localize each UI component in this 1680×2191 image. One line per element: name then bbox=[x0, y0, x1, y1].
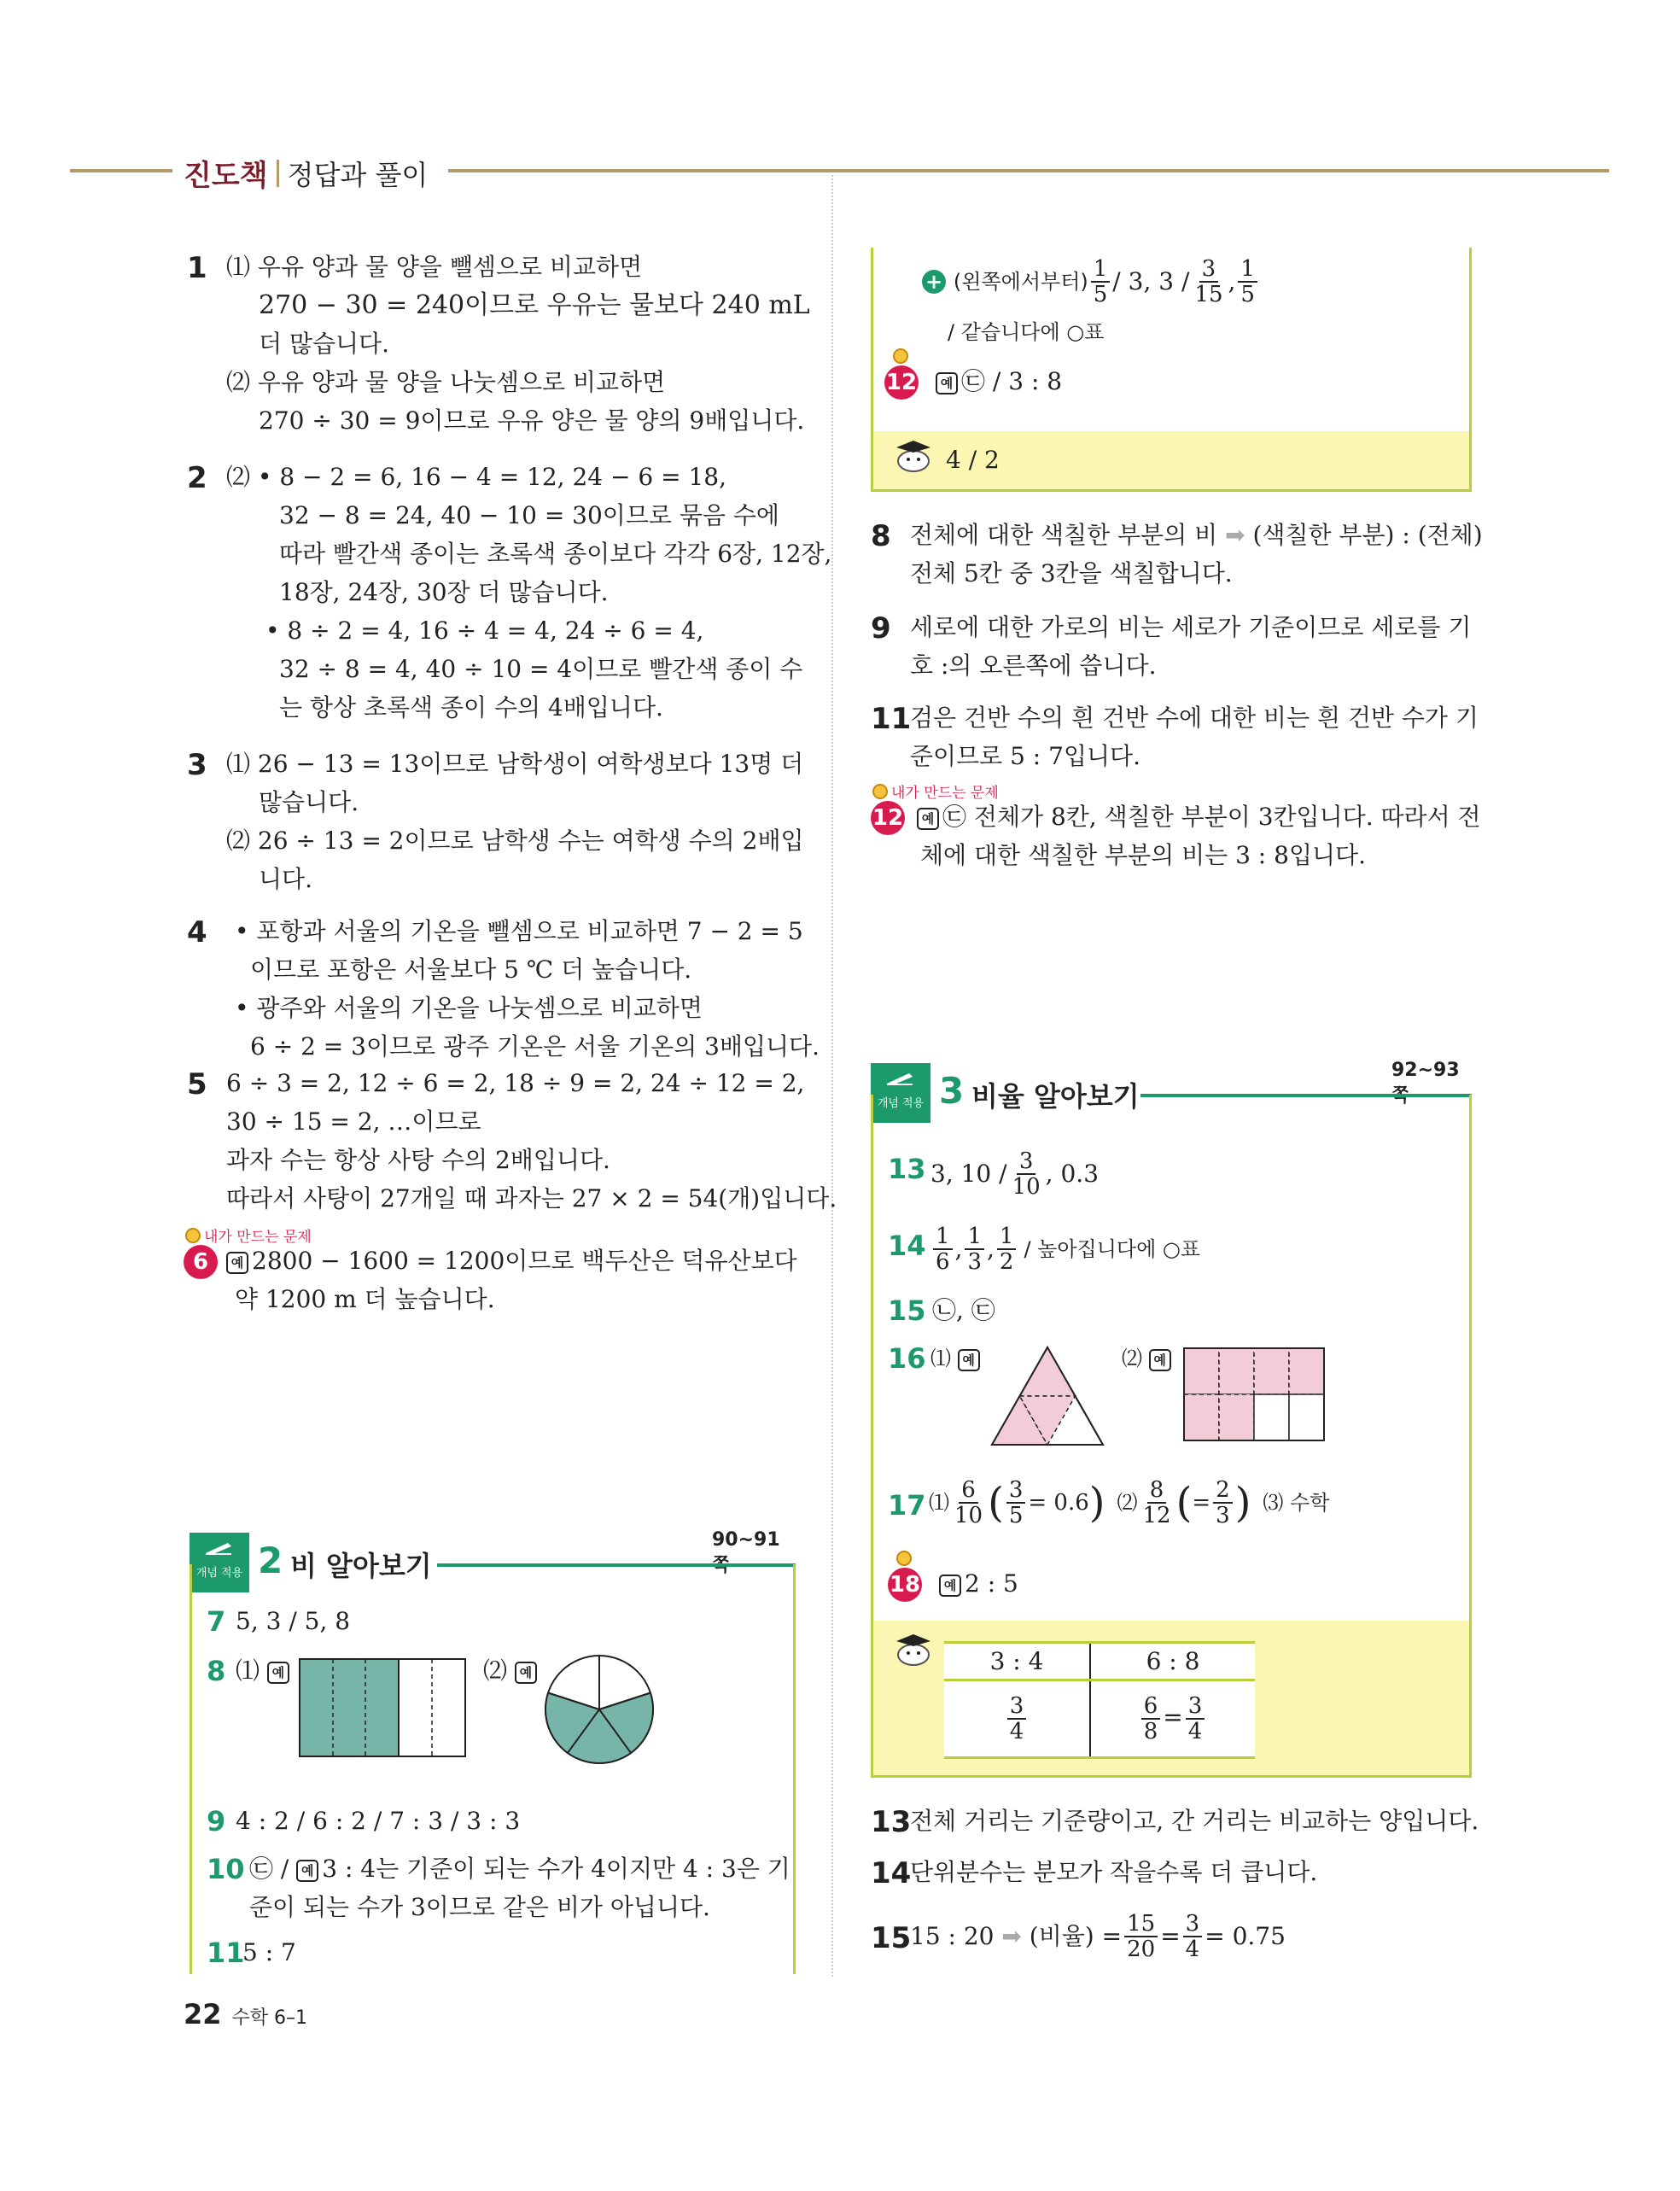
question-number: 9 bbox=[871, 611, 891, 646]
q12-line: 체에 대한 색칠한 부분의 비는 3 : 8입니다. bbox=[920, 841, 1366, 869]
header-rule-left bbox=[70, 169, 172, 172]
question-number: 13 bbox=[871, 1805, 912, 1839]
example-icon: 예 bbox=[1149, 1349, 1171, 1371]
part-label: ⑵ bbox=[1122, 1347, 1142, 1370]
question-badge: 12 bbox=[871, 801, 905, 835]
section-number: 3 bbox=[939, 1070, 965, 1112]
answer-line bbox=[249, 1849, 790, 1889]
answer-text: / 높아집니다에 ○표 bbox=[1024, 1237, 1201, 1261]
paren-open: ( bbox=[988, 1479, 1004, 1527]
part-label: ⑴ bbox=[930, 1347, 951, 1370]
fraction bbox=[933, 1224, 953, 1274]
q4-line: 6 ÷ 2 = 3이므로 광주 기온은 서울 기온의 3배입니다. bbox=[250, 1032, 820, 1060]
table-row bbox=[944, 1643, 1255, 1680]
numerator: 3 bbox=[1006, 1478, 1026, 1504]
table-cell: 6 : 8 bbox=[1090, 1643, 1255, 1680]
grid-cell bbox=[1184, 1394, 1219, 1440]
denominator: 12 bbox=[1142, 1503, 1171, 1528]
numerator: 1 bbox=[965, 1224, 984, 1250]
fraction bbox=[952, 1478, 985, 1528]
q15-line: 15 : 20 ➡ (비율) = $\frac{15}{20}$ = $\frac{3}{4}$ = 0.75 bbox=[910, 1902, 1286, 1971]
answer-text: ㉢ / 3 : 8 bbox=[961, 367, 1063, 395]
grid-cell bbox=[1219, 1394, 1254, 1440]
concept-tag-label: 개념 적용 bbox=[877, 1097, 925, 1110]
part-label: ⑵ bbox=[483, 1656, 508, 1685]
question-number: 15 bbox=[871, 1921, 912, 1955]
question-number: 11 bbox=[871, 702, 912, 736]
example-icon: 예 bbox=[939, 1575, 961, 1597]
section-title: 비율 알아보기 bbox=[971, 1080, 1140, 1113]
top-line-2: / 같습니다에 ○표 bbox=[948, 320, 1105, 344]
q5-line: 과자 수는 항상 사탕 수의 2배입니다. bbox=[226, 1146, 610, 1174]
triangle-fraction-diagram bbox=[990, 1346, 1105, 1446]
denominator: 10 bbox=[1012, 1174, 1041, 1200]
example-icon: 예 bbox=[296, 1860, 318, 1882]
answer-text: , 0.3 bbox=[1045, 1160, 1100, 1188]
ratio-table bbox=[944, 1641, 1255, 1759]
answer-line bbox=[929, 1469, 1329, 1537]
fraction bbox=[1213, 1478, 1233, 1528]
q12-answer bbox=[936, 362, 1062, 401]
grid-cell bbox=[1219, 1348, 1254, 1394]
concept-tag-label: 개념 적용 bbox=[195, 1567, 243, 1580]
fraction bbox=[997, 1224, 1017, 1274]
question-number: 8 bbox=[871, 519, 891, 553]
question-number: 14 bbox=[871, 1856, 912, 1890]
numerator: 1 bbox=[1238, 257, 1257, 283]
answer-number: 10 bbox=[207, 1853, 245, 1885]
answer-number: 9 bbox=[207, 1805, 226, 1838]
answer-text: 4 : 2 / 6 : 2 / 7 : 3 / 3 : 3 bbox=[236, 1807, 521, 1835]
denominator: 8 bbox=[1143, 1719, 1158, 1744]
paren-open: ( bbox=[1175, 1479, 1193, 1527]
answer-text: 5, 3 / 5, 8 bbox=[236, 1607, 351, 1635]
denominator: 5 bbox=[1093, 282, 1108, 307]
q12-line bbox=[917, 798, 1481, 837]
answer-line: $\frac{1}{6}$ , $\frac{1}{3}$ , $\frac{1}{2}$ / 높아집니다에 ○표 bbox=[930, 1219, 1200, 1279]
q8-text: 전체에 대한 색칠한 부분의 비 bbox=[910, 521, 1218, 549]
section-number: 2 bbox=[258, 1540, 283, 1581]
header bbox=[184, 152, 428, 194]
denominator: 10 bbox=[954, 1503, 983, 1528]
example-icon: 예 bbox=[515, 1662, 537, 1684]
q11-line: 검은 건반 수의 흰 건반 수에 대한 비는 흰 건반 수가 기 bbox=[910, 704, 1479, 732]
top-line: + (왼쪽에서부터) $\frac{1}{5}$ / 3, 3 / $\frac{3}{15}$ , $\frac{1}{5}$ bbox=[922, 251, 1260, 313]
q9-line: 호 :의 오른쪽에 씁니다. bbox=[910, 651, 1157, 680]
q1-line: ⑵ 우유 양과 물 양을 나눗셈으로 비교하면 bbox=[226, 368, 666, 396]
answer-text: 3 : 4는 기준이 되는 수가 4이지만 4 : 3은 기 bbox=[322, 1855, 790, 1883]
q5-line: 6 ÷ 3 = 2, 12 ÷ 6 = 2, 18 ÷ 9 = 2, 24 ÷ 12 = 2, bbox=[226, 1069, 805, 1097]
q2-line: 32 − 8 = 24, 40 − 10 = 30이므로 묶음 수에 bbox=[279, 501, 779, 529]
footer bbox=[184, 1998, 307, 2030]
question-number: 3 bbox=[187, 748, 207, 782]
answer-text: ㉡, ㉢ bbox=[932, 1296, 995, 1324]
numerator: 3 bbox=[1183, 1912, 1203, 1937]
denominator: 2 bbox=[999, 1249, 1014, 1275]
part-label: ⑴ bbox=[929, 1491, 949, 1515]
q5-line: 30 ÷ 15 = 2, …이므로 bbox=[226, 1107, 481, 1136]
denominator: 4 bbox=[1185, 1937, 1200, 1962]
q4-line: • 광주와 서울의 기온을 나눗셈으로 비교하면 bbox=[235, 994, 703, 1022]
grid-cell bbox=[1184, 1348, 1219, 1394]
denominator: 4 bbox=[1009, 1719, 1024, 1744]
fraction bbox=[1124, 1912, 1158, 1961]
answer-text: 2 : 5 bbox=[965, 1569, 1018, 1598]
numerator: 15 bbox=[1124, 1912, 1158, 1937]
header-subtitle: 정답과 풀이 bbox=[287, 158, 429, 191]
fraction bbox=[1007, 1694, 1027, 1744]
rectangle-fraction-diagram bbox=[299, 1658, 466, 1757]
arrow-right-icon: ➡ bbox=[1001, 1922, 1022, 1950]
q9-line: 세로에 대한 가로의 비는 세로가 기준이므로 세로를 기 bbox=[910, 613, 1472, 641]
book-title: 수학 6–1 bbox=[231, 2007, 308, 2029]
denominator: 20 bbox=[1127, 1937, 1156, 1962]
fraction bbox=[1186, 1694, 1205, 1744]
page-number: 22 bbox=[184, 1998, 222, 2030]
fraction bbox=[965, 1224, 984, 1274]
numerator: 6 bbox=[1141, 1694, 1161, 1720]
grid-cell bbox=[1289, 1394, 1324, 1440]
answer-number: 17 bbox=[888, 1489, 926, 1522]
example-icon: 예 bbox=[936, 372, 958, 394]
q8-text: (색칠한 부분) : (전체) bbox=[1252, 521, 1483, 549]
answer-text: (비율) = bbox=[1029, 1922, 1123, 1950]
denominator: 15 bbox=[1194, 282, 1223, 307]
header-title: 진도책 bbox=[184, 159, 268, 193]
denominator: 5 bbox=[1008, 1503, 1024, 1528]
fraction bbox=[1010, 1149, 1043, 1199]
plus-icon: + bbox=[922, 270, 946, 294]
answer-number: 7 bbox=[207, 1605, 226, 1638]
numerator: 1 bbox=[1091, 257, 1111, 283]
my-problem-label: 내가 만드는 문제 bbox=[204, 1229, 312, 1246]
smile-icon bbox=[872, 784, 888, 799]
top-mid: / 3, 3 / bbox=[1112, 267, 1190, 295]
strip-answer: 4 / 2 bbox=[946, 446, 1000, 474]
answer-number: 13 bbox=[888, 1153, 926, 1185]
answer-text: ㉢ / bbox=[249, 1855, 297, 1883]
grid-cell bbox=[1254, 1348, 1289, 1394]
header-rule-right bbox=[448, 169, 1609, 172]
q1-line: 더 많습니다. bbox=[259, 330, 390, 358]
answer-text: 5 : 7 bbox=[242, 1938, 296, 1966]
numerator: 3 bbox=[1199, 257, 1219, 283]
numerator: 1 bbox=[997, 1224, 1017, 1250]
numerator: 2 bbox=[1213, 1478, 1233, 1504]
paren-close: ) bbox=[1234, 1479, 1251, 1527]
answer-part bbox=[236, 1651, 293, 1691]
table-cell bbox=[944, 1680, 1090, 1758]
q3-line: 많습니다. bbox=[259, 788, 359, 816]
numerator: 8 bbox=[1147, 1478, 1167, 1504]
q3-line: ⑴ 26 − 13 = 13이므로 남학생이 여학생보다 13명 더 bbox=[226, 750, 804, 778]
fraction bbox=[1183, 1912, 1203, 1961]
answer-number: 14 bbox=[888, 1230, 926, 1262]
q1-line: 270 − 30 = 240이므로 우유는 물보다 240 mL bbox=[259, 290, 810, 320]
section-title: 비 알아보기 bbox=[290, 1550, 432, 1582]
q13-line: 전체 거리는 기준량이고, 간 거리는 비교하는 양입니다. bbox=[910, 1807, 1479, 1835]
q14-line: 단위분수는 분모가 작을수록 더 큽니다. bbox=[910, 1858, 1318, 1886]
numerator: 3 bbox=[1017, 1149, 1036, 1175]
fraction bbox=[1091, 257, 1111, 307]
answer-text: = 0.75 bbox=[1205, 1922, 1286, 1950]
q3-line: 니다. bbox=[259, 865, 312, 893]
numerator: 6 bbox=[959, 1478, 978, 1504]
paren-close: ) bbox=[1088, 1479, 1105, 1527]
grid-cell bbox=[1254, 1394, 1289, 1440]
pencil-icon bbox=[885, 1070, 916, 1087]
fraction bbox=[1006, 1478, 1026, 1528]
answer-number: 11 bbox=[207, 1937, 245, 1969]
denominator: 3 bbox=[967, 1249, 982, 1275]
answer-number: 8 bbox=[207, 1655, 226, 1687]
grid-cell bbox=[1289, 1348, 1324, 1394]
answer-number: 15 bbox=[888, 1294, 926, 1327]
q2-line: 는 항상 초록색 종이 수의 4배입니다. bbox=[279, 693, 663, 722]
header-separator bbox=[277, 160, 279, 187]
question-badge: 18 bbox=[888, 1568, 922, 1602]
table-cell: 3 : 4 bbox=[944, 1643, 1090, 1680]
numerator: 3 bbox=[1007, 1694, 1027, 1720]
part-label: ⑶ 수학 bbox=[1263, 1491, 1330, 1515]
smile-icon bbox=[896, 1551, 912, 1566]
answer-text: 15 : 20 bbox=[910, 1922, 995, 1950]
denominator: 5 bbox=[1240, 282, 1255, 307]
pencil-icon bbox=[204, 1540, 235, 1557]
fraction bbox=[1192, 257, 1225, 307]
q12-text: ㉢ 전체가 8칸, 색칠한 부분이 3칸입니다. 따라서 전 bbox=[942, 803, 1481, 831]
q4-line: • 포항과 서울의 기온을 뺄셈으로 비교하면 7 − 2 = 5 bbox=[235, 917, 803, 945]
q2-line: 18장, 24장, 30장 더 많습니다. bbox=[279, 578, 609, 606]
answer-number: 16 bbox=[888, 1342, 926, 1375]
smile-icon bbox=[893, 348, 908, 364]
table-row bbox=[944, 1680, 1255, 1758]
q11-line: 준이므로 5 : 7입니다. bbox=[910, 742, 1141, 770]
numerator: 1 bbox=[933, 1224, 953, 1250]
question-number: 4 bbox=[187, 915, 207, 949]
q8-line: 전체 5칸 중 3칸을 색칠합니다. bbox=[910, 559, 1233, 587]
pie-fraction-diagram bbox=[543, 1653, 656, 1766]
fraction bbox=[1140, 1478, 1174, 1528]
question-number: 1 bbox=[187, 251, 207, 285]
equals-sign: = bbox=[1192, 1490, 1211, 1516]
section-pages: 90~91 bbox=[712, 1529, 780, 1551]
q2-line: ⑵ • 8 − 2 = 6, 16 − 4 = 12, 24 − 6 = 18, bbox=[226, 463, 726, 491]
q2-line: 따라 빨간색 종이는 초록색 종이보다 각각 6장, 12장, bbox=[279, 540, 832, 568]
answer-line: 준이 되는 수가 3이므로 같은 비가 아닙니다. bbox=[249, 1893, 710, 1921]
my-problem-label: 내가 만드는 문제 bbox=[891, 785, 999, 802]
arrow-right-icon: ➡ bbox=[1225, 521, 1245, 549]
answer-line bbox=[939, 1564, 1018, 1604]
question-number: 5 bbox=[187, 1067, 207, 1101]
q1-line: ⑴ 우유 양과 물 양을 뺄셈으로 비교하면 bbox=[226, 253, 643, 281]
q2-line: • 8 ÷ 2 = 4, 16 ÷ 4 = 4, 24 ÷ 6 = 4, bbox=[265, 616, 704, 645]
mascot-icon bbox=[888, 1631, 937, 1668]
question-badge: 6 bbox=[184, 1245, 218, 1279]
denominator: 6 bbox=[936, 1249, 950, 1275]
smile-icon bbox=[185, 1228, 201, 1243]
q8-line bbox=[910, 516, 1483, 555]
question-number: 2 bbox=[187, 461, 207, 495]
mascot-icon bbox=[888, 437, 937, 475]
q6-text: 2800 − 1600 = 1200이므로 백두산은 덕유산보다 bbox=[252, 1247, 797, 1275]
fraction bbox=[1141, 1694, 1161, 1744]
example-icon: 예 bbox=[226, 1252, 248, 1274]
answer-part bbox=[483, 1651, 540, 1691]
answer-part bbox=[930, 1339, 983, 1378]
answer-part bbox=[1122, 1339, 1175, 1378]
section-pages: 92~93 bbox=[1391, 1060, 1460, 1081]
part-label: ⑵ bbox=[1117, 1491, 1138, 1515]
answer-text: 3, 10 / bbox=[930, 1160, 1007, 1188]
table-cell: $\frac{6}{8}$ = $\frac{3}{4}$ bbox=[1090, 1680, 1255, 1758]
denominator: 3 bbox=[1216, 1503, 1230, 1528]
q5-line: 따라서 사탕이 27개일 때 과자는 27 × 2 = 54(개)입니다. bbox=[226, 1184, 837, 1212]
part-label: ⑴ bbox=[236, 1656, 260, 1685]
q6-line: 약 1200 m 더 높습니다. bbox=[235, 1285, 495, 1313]
denominator: 4 bbox=[1187, 1719, 1203, 1744]
answer-line bbox=[930, 1144, 1099, 1204]
question-badge: 12 bbox=[884, 365, 919, 400]
example-icon: 예 bbox=[917, 808, 939, 830]
q2-line: 32 ÷ 8 = 4, 40 ÷ 10 = 4이므로 빨간색 종이 수 bbox=[279, 655, 803, 683]
q4-line: 이므로 포항은 서울보다 5 ℃ 더 높습니다. bbox=[250, 955, 692, 984]
q3-line: ⑵ 26 ÷ 13 = 2이므로 남학생 수는 여학생 수의 2배입 bbox=[226, 827, 804, 855]
q1-line: 270 ÷ 30 = 9이므로 우유 양은 물 양의 9배입니다. bbox=[259, 406, 805, 435]
example-icon: 예 bbox=[267, 1662, 289, 1684]
grid-fraction-diagram bbox=[1183, 1347, 1325, 1441]
q6-line bbox=[226, 1242, 797, 1281]
answer-text: = 0.6 bbox=[1028, 1490, 1089, 1516]
fraction bbox=[1238, 257, 1257, 307]
column-divider bbox=[831, 175, 833, 1977]
example-icon: 예 bbox=[958, 1349, 980, 1371]
top-label: (왼쪽에서부터) bbox=[953, 270, 1088, 294]
numerator: 3 bbox=[1186, 1694, 1205, 1720]
